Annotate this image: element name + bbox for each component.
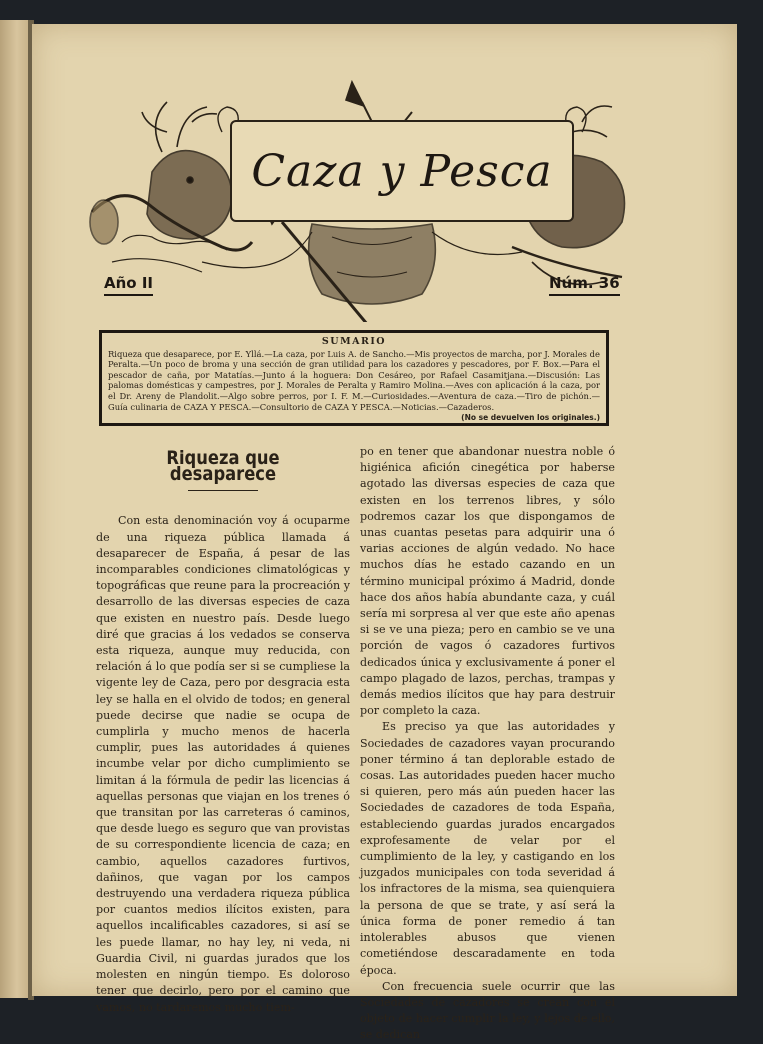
title-frame — [230, 120, 574, 222]
summary-heading: SUMARIO — [321, 336, 387, 347]
article-paragraph: Es preciso ya que las autoridades y Sociedades de cazadores vayan procurando poner término á tan deplorable estado de cosas. Las autoridades pueden hacer mucho si quieren, pero más aún pueden hacer las Sociedades de cazadores de toda España, estableciendo guardas jurados encargados exprofesamente de velar por el cumplimiento de la ley, y castigando en los juzgados municipales con toda severidad á los infractores de la misma, sea quienquiera la persona de que se trate, y así será la única forma de poner remedio á tan intolerables abusos que vienen cometiéndose descaradamente en toda época. — [360, 720, 615, 977]
issue-number: Núm. 36 — [549, 274, 620, 296]
summary-text: Riqueza que desaparece, por E. Yllá.—La caza, por Luis A. de Sancho.—Mis proyectos de marcha, por J. Morales de Peralta.—Un poco de broma y una sección de gran utilidad para los cazadores y pescadores, por F. Box.—Para el pescador de caña, por Matatías.—Junto á la hoguera: Don Cesáreo, por Rafael Casamitjana.—Discusión: Las palomas domésticas y campestres, por J. Morales de Peralta y Ramiro Molina.—Aves con aplicación á la caza, por el Dr. Areny de Plandolit.—Algo sobre perros, por I. F. M.—Curiosidades.—Aventura de caza.—Tiro de pichón.—Guía culinaria de CAZA Y PESCA.—Consultorio de CAZA Y PESCA.—Noticias.—Cazaderos. — [108, 348, 600, 412]
game-bag-icon — [309, 224, 436, 304]
article-paragraph: po en tener que abandonar nuestra noble ó higiénica afición cinegética por haberse agotado las diversas especies de caza que existen en los terrenos libres, y sólo podremos cazar los que dispongamos de unas cuantas pesetas para adquirir una ó varias acciones de algún vedado. No hace muchos días he estado cazando en un término municipal próximo á Madrid, donde hace dos años había abundante caza, y cuál sería mi sorpresa al ver que este año apenas si se ve una pieza; pero en cambio se ve una porción de vagos ó cazadores furtivos dedicados única y exclusivamente á poner el campo plagado de lazos, perchas, trampas y demás medios ilícitos que hay para destruir por completo la caza. — [360, 445, 615, 718]
adjacent-page-edge — [0, 20, 29, 998]
article-column-right — [360, 444, 615, 1044]
article-column-left — [96, 444, 350, 1016]
summary-note: (No se devuelven los originales.) — [461, 413, 600, 423]
article-paragraph: Con frecuencia suele ocurrir que las Sociedades de cazadores se crean con el objeto de hacer cumplir la ley, y lejos de ello, se dedican — [360, 979, 615, 1042]
article-title: Riqueza que desaparece — [166, 447, 280, 486]
title-rule — [188, 490, 258, 491]
summary-box — [99, 330, 609, 426]
publication-title: Caza y Pesca — [251, 145, 553, 197]
year-label: Año II — [104, 274, 153, 296]
article-paragraph: Con esta denominación voy á ocuparme de una riqueza pública llamada á desaparecer de España, á pesar de las incomparables condiciones climatológicas y topográficas que reune para la procreación y desarrollo de las diversas especies de caza que existen en nuestro país. Desde luego diré que gracias á los vedados se conserva esta riqueza, aunque muy reducida, con relación á lo que podía ser si se cumpliese la vigente ley de Caza, pero por desgracia esta ley se halla en el olvido de todos; en general puede decirse que nadie se ocupa de cumplirla y mucho menos de hacerla cumplir, pues las autoridades á quienes incumbe velar por dicho cumplimiento se limitan á la fórmula de pedir las licencias á aquellas personas que viajan en los trenes ó que transitan por las carreteras ó caminos, que desde luego es seguro que van provistas de su correspondiente licencia de caza; en cambio, aquellos cazadores furtivos, dañinos, que vagan por los campos destruyendo una verdadera riqueza pública por cuantos medios ilícitos existen, para aquellos incalificables cazadores, si así se les puede llamar, no hay ley, ni veda, ni Guardia Civil, ni guardas jurados que los molesten en ningún tiempo. Es doloroso tener que decirlo, pero por el camino que vamos, no tardaremos mucho tiem- — [96, 514, 350, 1014]
newspaper-page — [32, 24, 737, 1042]
